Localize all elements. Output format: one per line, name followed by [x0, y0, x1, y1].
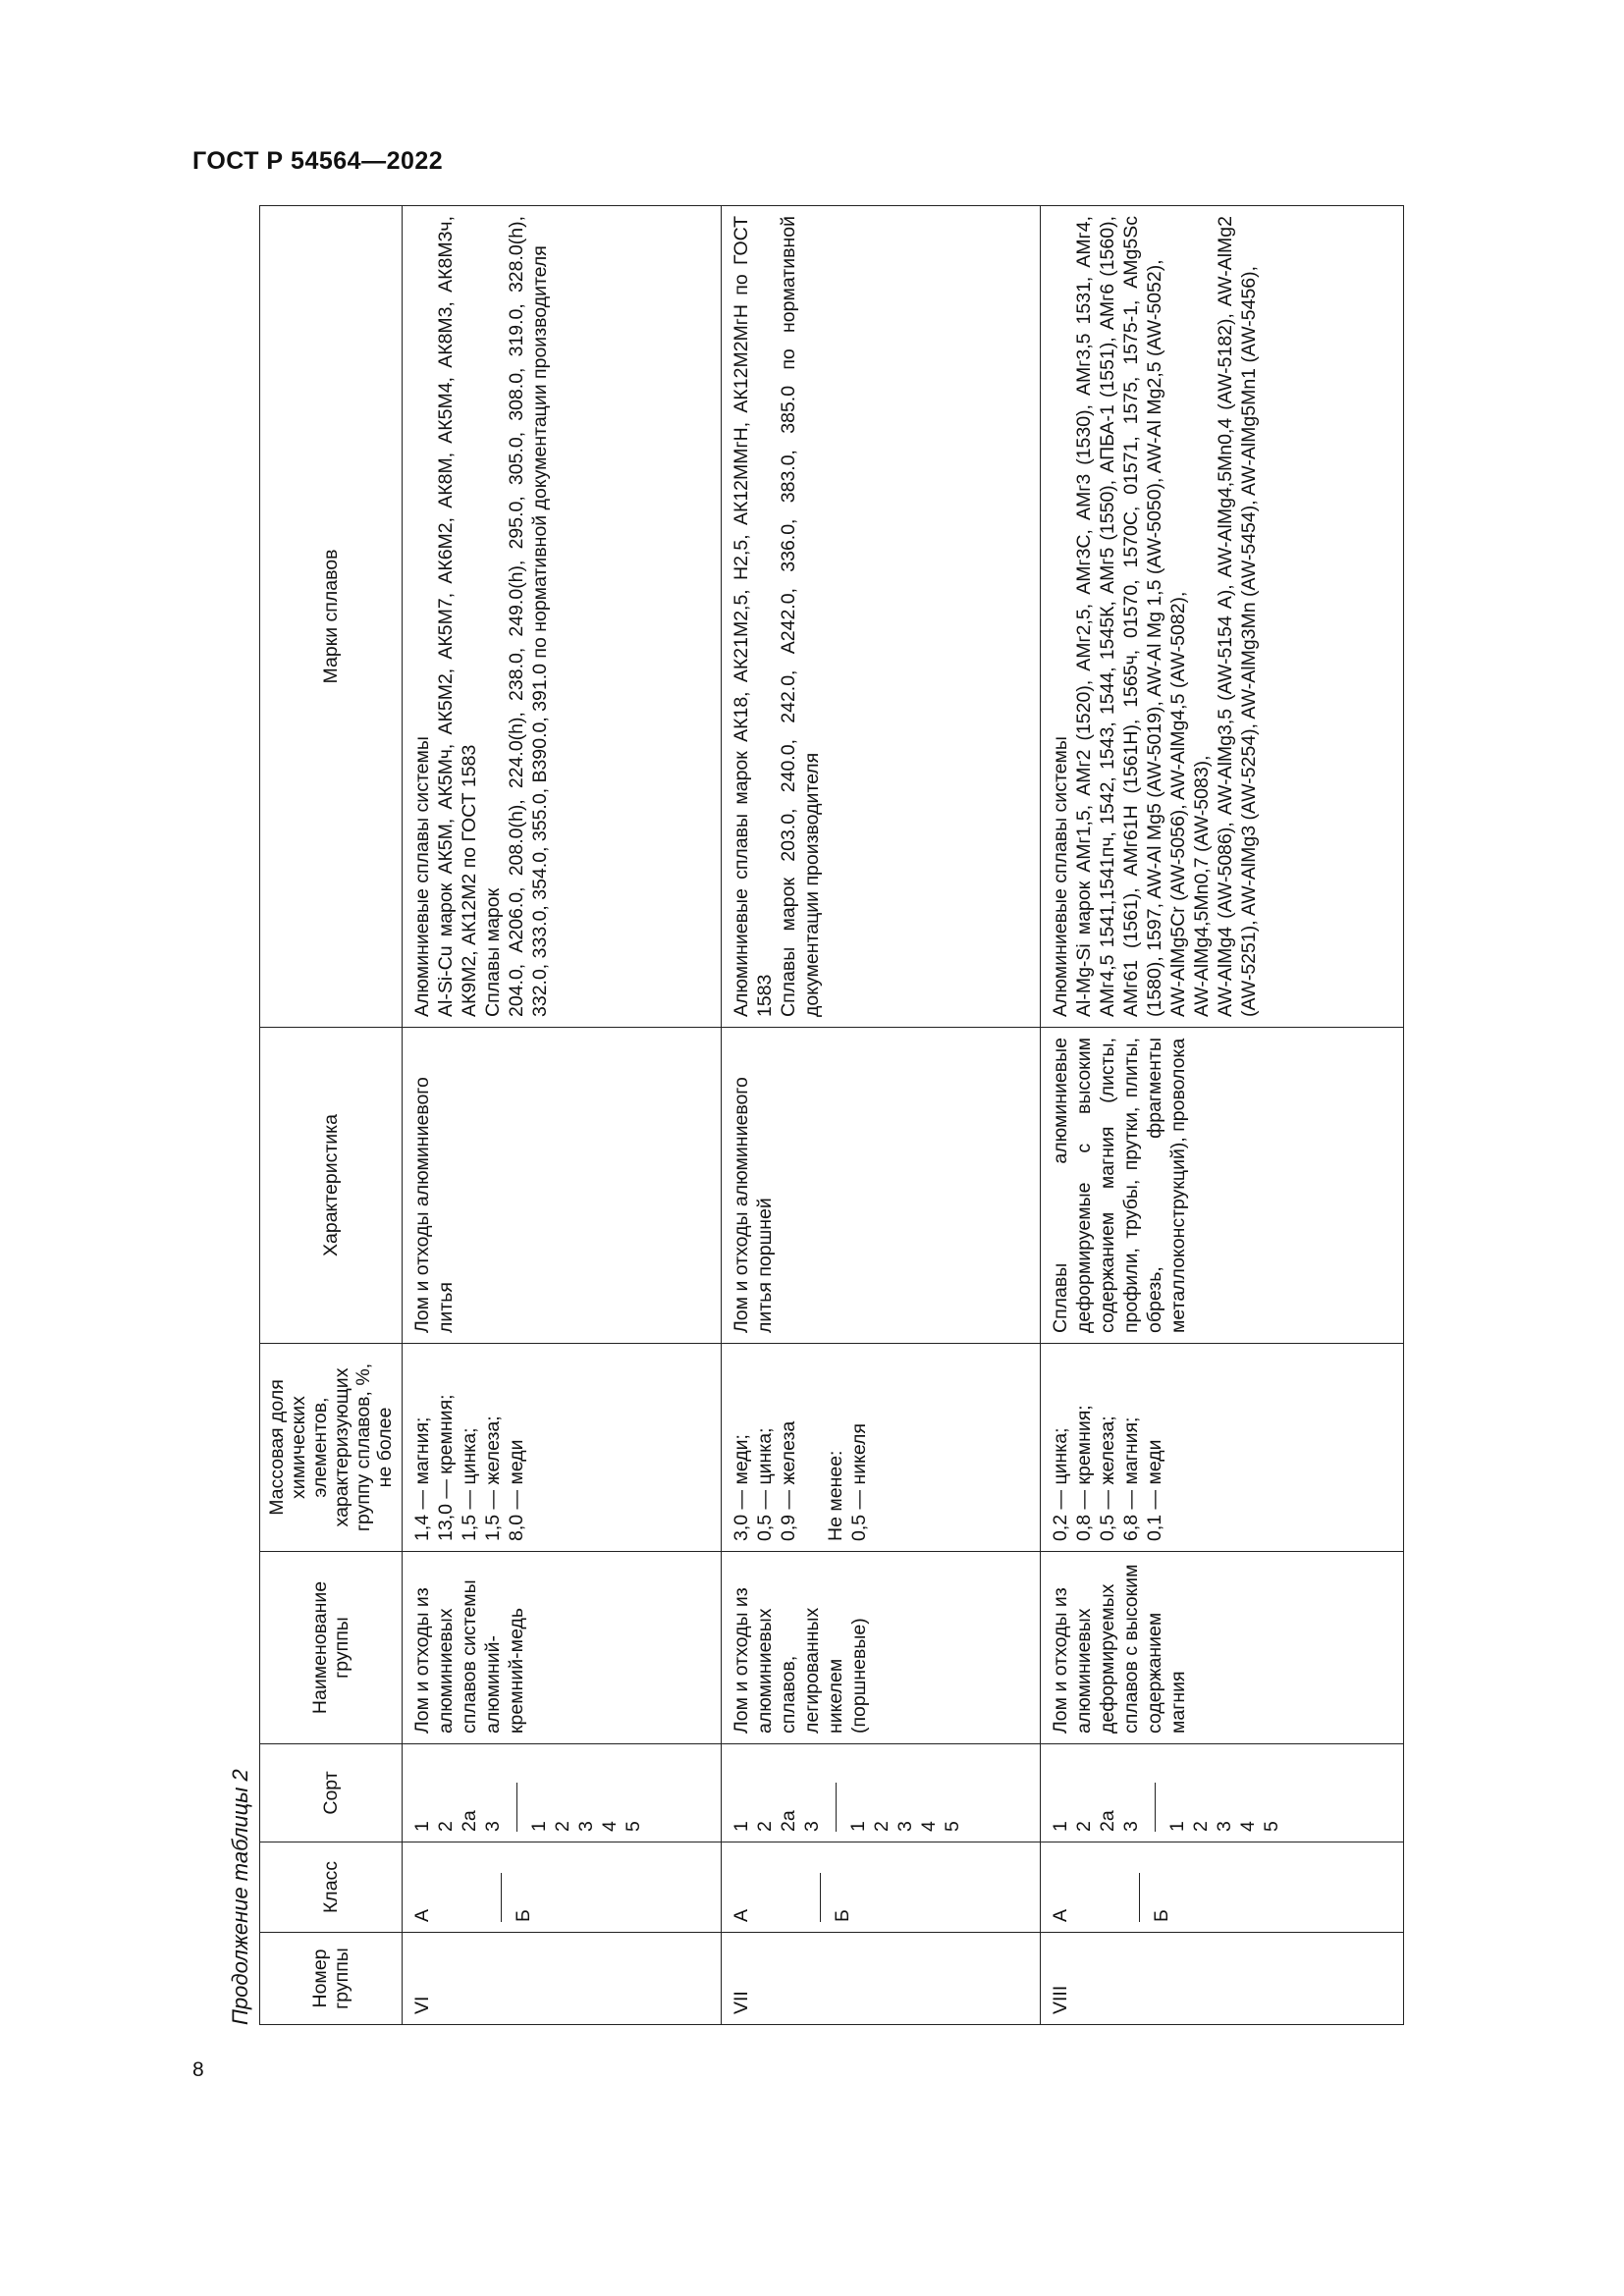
mass-fraction — [722, 1344, 1041, 1552]
grade-line: Алюминиевые сплавы марок АК18, АК21М2,5, Н2,5, АК12ММгН, АК12М2МгН по ГОСТ 1583 — [731, 216, 776, 1017]
fraction-extra-label: Не менее: — [825, 1450, 846, 1541]
sort-b-2: 2 — [871, 1821, 893, 1832]
sort-b-5: 5 — [942, 1821, 963, 1832]
alloy-grades — [722, 206, 1041, 1028]
sort-b-2: 2 — [552, 1821, 573, 1832]
fraction-line: 0,9 — железа — [778, 1420, 799, 1541]
sort-divider — [1155, 1783, 1156, 1832]
sort-b-5: 5 — [623, 1821, 644, 1832]
group-name: Лом и отходы из алюминиевых сплавов, легированных никелем (поршневые) — [722, 1552, 1041, 1744]
group-number: VII — [722, 1933, 1041, 2025]
class-cell — [722, 1842, 1041, 1933]
header-characteristic: Характеристика — [260, 1028, 403, 1344]
sort-b-3: 3 — [894, 1821, 916, 1832]
sort-a-1: 1 — [731, 1821, 752, 1832]
sort-cell — [722, 1744, 1041, 1842]
header-alloy-grades: Марки сплавов — [260, 206, 403, 1028]
sort-b-1: 1 — [1166, 1821, 1188, 1832]
fraction-line: 6,8 — магния; — [1120, 1416, 1142, 1541]
sort-a-2a: 2а — [1097, 1810, 1118, 1832]
grade-line: Алюминиевые сплавы системы — [411, 736, 433, 1017]
grade-line: AW-AlMg5Cr (AW-5056), AW-AlMg4,5 (AW-5082), — [1167, 591, 1189, 1017]
class-b: Б — [832, 1909, 853, 1922]
sort-b-1: 1 — [528, 1821, 550, 1832]
mass-fraction — [403, 1344, 722, 1552]
mass-fraction — [1041, 1344, 1404, 1552]
sort-b-5: 5 — [1261, 1821, 1282, 1832]
sort-b-1: 1 — [847, 1821, 869, 1832]
header-group-name: Наименование группы — [260, 1552, 403, 1744]
sort-b-3: 3 — [1214, 1821, 1235, 1832]
grade-line: Al-Si-Cu марок АК5М, АК5Мч, АК5М2, АК5М7, АК6М2, АК8М, АК5М4, АК8М3, АК8М3ч, АК9М2, АК12М2 по ГОСТ 1583 — [435, 216, 480, 1017]
class-divider — [820, 1873, 821, 1922]
fraction-line: 1,5 — цинка; — [459, 1427, 480, 1541]
fraction-line: 0,5 — железа; — [1097, 1415, 1118, 1541]
grade-line: AW-AlMg4 (AW-5086), AW-AlMg3,5 (AW-5154 A), AW-AlMg4,5Mn0,4 (AW-5182), AW-AlMg2 (AW-5251), AW-AlMg3 (AW-5254), AW-AlMg3Mn (AW-5454), AW-AlMg5Mn1 (AW-5456), — [1215, 216, 1260, 1017]
fraction-line: 1,5 — железа; — [482, 1415, 504, 1541]
class-a: А — [731, 1908, 752, 1922]
grade-line: Алюминиевые сплавы системы — [1050, 736, 1071, 1017]
class-b: Б — [1151, 1909, 1172, 1922]
alloy-groups-table — [259, 205, 1404, 2025]
sort-a-2: 2 — [1073, 1821, 1095, 1832]
sort-a-2a: 2а — [459, 1810, 480, 1832]
table-row — [403, 206, 722, 2025]
header-class: Класс — [260, 1842, 403, 1933]
sort-cell — [1041, 1744, 1404, 1842]
grade-line: Al-Mg-Si марок АМг1,5, АМг2 (1520), АМг2,5, АМг3С, АМг3 (1530), АМг3,5 1531, АМг4, АМг4,5 1541,1541пч, 1542, 1543, 1544, 1545К, АМг5 (1550), АПБА-1 (1551), АМг6 (1560), АМг61 (1561), АМг61Н (1561Н), 1565ч, 01570, 1570С, 01571, 1575, 1575-1, АМg5Sc (1580), 1597, AW-Al Mg5 (AW-5019), AW-Al Mg 1,5 (AW-5050), AW-Al Mg2,5 (AW-5052), — [1073, 216, 1165, 1017]
characteristic: Лом и отходы алюминиевого литья — [403, 1028, 722, 1344]
table-row — [1041, 206, 1404, 2025]
header-group-number: Номер группы — [260, 1933, 403, 2025]
sort-divider — [516, 1783, 517, 1832]
page-number: 8 — [192, 2058, 204, 2081]
group-name: Лом и отходы из алюминиевых сплавов системы алюминий-кремний-медь — [403, 1552, 722, 1744]
class-divider — [1139, 1873, 1140, 1922]
grade-line: 204.0, А206.0, 208.0(h), 224.0(h), 238.0, 249.0(h), 295.0, 305.0, 308.0, 319.0, 328.0(h), 332.0, 333.0, 354.0, 355.0, В390.0, 391.0 по нормативной документации производителя — [506, 216, 551, 1017]
sort-b-3: 3 — [575, 1821, 597, 1832]
fraction-line: 13,0 — кремния; — [435, 1394, 457, 1541]
fraction-line: 3,0 — меди; — [731, 1434, 752, 1541]
group-number: VI — [403, 1933, 722, 2025]
fraction-line: 8,0 — меди — [506, 1439, 527, 1541]
class-a: А — [1050, 1908, 1071, 1922]
sort-a-3: 3 — [1120, 1821, 1142, 1832]
sort-a-2: 2 — [435, 1821, 457, 1832]
fraction-line: 0,5 — никеля — [848, 1423, 870, 1541]
fraction-line: 0,8 — кремния; — [1073, 1405, 1095, 1541]
header-sort: Сорт — [260, 1744, 403, 1842]
class-divider — [501, 1873, 502, 1922]
alloy-grades — [1041, 206, 1404, 1028]
sort-a-3: 3 — [801, 1821, 823, 1832]
table-row — [722, 206, 1041, 2025]
grade-line: AW-AlMg4,5Mn0,7 (AW-5083), — [1191, 755, 1213, 1017]
class-cell — [1041, 1842, 1404, 1933]
sort-b-2: 2 — [1190, 1821, 1212, 1832]
grade-line: Сплавы марок 203.0, 240.0, 242.0, А242.0, 336.0, 383.0, 385.0 по нормативной документации производителя — [778, 216, 823, 1017]
class-b: Б — [513, 1909, 534, 1922]
sort-divider — [836, 1783, 837, 1832]
sort-a-3: 3 — [482, 1821, 504, 1832]
sort-cell — [403, 1744, 722, 1842]
characteristic: Лом и отходы алюминиевого литья поршней — [722, 1028, 1041, 1344]
alloy-grades — [403, 206, 722, 1028]
grade-line: Сплавы марок — [482, 887, 504, 1017]
document-header: ГОСТ Р 54564—2022 — [192, 147, 444, 175]
sort-b-4: 4 — [599, 1821, 621, 1832]
characteristic: Сплавы алюминиевые деформируемые с высоким содержанием магния (листы, профили, трубы, прутки, плиты, обрезь, фрагменты металлоконструкций), проволока — [1041, 1028, 1404, 1344]
sort-b-4: 4 — [1237, 1821, 1259, 1832]
sort-a-2: 2 — [754, 1821, 776, 1832]
sort-a-1: 1 — [411, 1821, 433, 1832]
table-caption: Продолжение таблицы 2 — [228, 1769, 252, 2025]
sort-a-2a: 2а — [778, 1810, 799, 1832]
fraction-line: 0,2 — цинка; — [1050, 1427, 1071, 1541]
sort-b-4: 4 — [918, 1821, 940, 1832]
class-a: А — [411, 1908, 433, 1922]
fraction-line: 1,4 — магния; — [411, 1416, 433, 1541]
table-header-row — [260, 206, 403, 2025]
rotated-table-area — [230, 199, 1624, 2025]
group-name: Лом и отходы из алюминиевых деформируемых сплавов с высоким содержанием магния — [1041, 1552, 1404, 1744]
fraction-line: 0,1 — меди — [1144, 1439, 1165, 1541]
group-number: VIII — [1041, 1933, 1404, 2025]
header-mass-fraction: Массовая доля химических элементов, характеризующих группу сплавов, %, не более — [260, 1344, 403, 1552]
fraction-line: 0,5 — цинка; — [754, 1427, 776, 1541]
class-cell — [403, 1842, 722, 1933]
sort-a-1: 1 — [1050, 1821, 1071, 1832]
